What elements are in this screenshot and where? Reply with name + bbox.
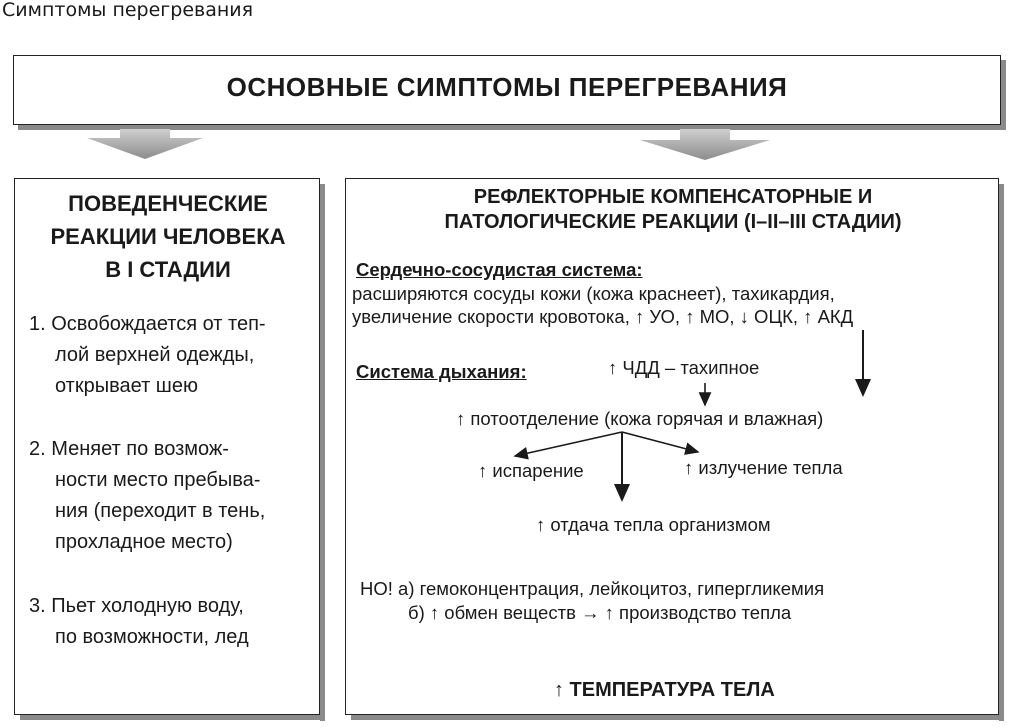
behavioral-title-line: ПОВЕДЕНЧЕСКИЕ: [68, 191, 268, 216]
cardio-line-1: расширяются сосуды кожи (кожа краснеет), тахикардия,: [352, 283, 835, 304]
behavior-item-line: лой верхней одежды,: [55, 344, 255, 366]
reflex-title-line: РЕФЛЕКТОРНЫЕ КОМПЕНСАТОРНЫЕ И: [473, 186, 873, 208]
behavior-item-line: 3. Пьет холодную воду,: [29, 595, 244, 617]
behavior-item-line: ния (переходит в тень,: [55, 500, 266, 522]
page-caption: Симптомы перегревания: [2, 0, 254, 21]
main-title: ОСНОВНЫЕ СИМПТОМЫ ПЕРЕГРЕВАНИЯ: [226, 72, 788, 102]
heat-radiation: ↑ излучение тепла: [684, 457, 843, 478]
heat-release: ↑ отдача тепла организмом: [536, 514, 771, 535]
but-line-a: НО! а) гемоконцентрация, лейкоцитоз, гипергликемия: [360, 578, 825, 599]
respiratory-rate: ↑ ЧДД – тахипное: [608, 357, 760, 378]
arrow-sweat-to-evaporation: [515, 432, 622, 456]
behavior-item-line: ности место пребыва-: [55, 469, 261, 491]
cardio-line-2: увеличение скорости кровотока, ↑ УО, ↑ МО, ↓ ОЦК, ↑ АКД: [352, 306, 854, 327]
behavior-item-line: открывает шею: [55, 375, 198, 397]
behavior-item-line: по возможности, лед: [55, 626, 249, 648]
evaporation: ↑ испарение: [478, 460, 584, 481]
but-line-b: б) ↑ обмен веществ → ↑ производство тепла: [408, 602, 792, 623]
cardio-heading: Сердечно-сосудистая система:: [356, 259, 643, 280]
behavioral-title-line: РЕАКЦИИ ЧЕЛОВЕКА: [50, 224, 286, 249]
body-temperature-result: ↑ ТЕМПЕРАТУРА ТЕЛА: [554, 679, 775, 701]
arrow-sweat-to-radiation: [622, 432, 698, 452]
behavior-item-line: прохладное место): [55, 531, 233, 553]
sweating: ↑ потоотделение (кожа горячая и влажная): [456, 408, 824, 429]
respiratory-heading: Система дыхания:: [356, 361, 527, 382]
reflex-title-line: ПАТОЛОГИЧЕСКИЕ РЕАКЦИИ (I–II–III СТАДИИ): [444, 211, 902, 233]
behavior-item-line: 1. Освобождается от теп-: [29, 313, 266, 335]
behavioral-title-line: В I СТАДИИ: [105, 257, 231, 282]
behavior-item-line: 2. Меняет по возмож-: [29, 438, 229, 460]
